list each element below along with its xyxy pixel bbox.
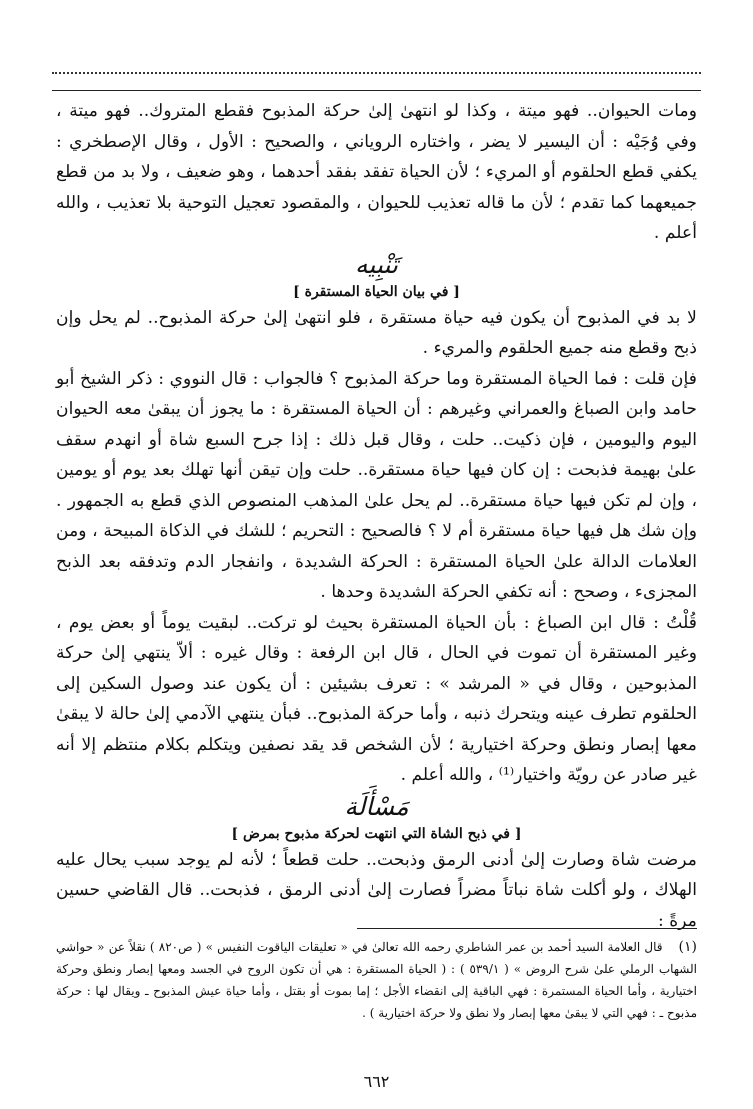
subheading-stable-life: [ في بيان الحياة المستقرة ] <box>293 283 460 300</box>
footnote <box>56 936 697 1024</box>
footnote-text: قال العلامة السيد أحمد بن عمر الشاطري رحمه الله تعالىٰ في « تعليقات الياقوت النفيس » ( ص٨٢٠ ) نقلاً عن « حواشي الشهاب الرملي علىٰ شرح الروض » ( ٥٣٩/١ ) : ( الحياة المستقرة : هي أن تكون الروح في الجسد ومعها إبصار ونطق وحركة اختيارية ، وأما الحياة المستمرة : فهي الباقية إلى انقضاء الأجل ؛ إما بموت أو بقتل ، وأما حياة عيش المذبوح ـ ويقال لها : حركة مذبوح ـ : فهي التي لا يبقىٰ معها إبصار ولا نطق ولا حركة اختيارية ) . <box>56 940 698 1020</box>
heading-masala: مَسْأَلَة <box>344 791 409 821</box>
paragraph-5: مرضت شاة وصارت إلىٰ أدنى الرمق وذبحت.. حلت قطعاً ؛ لأنه لم يوجد سبب يحال عليه الهلاك ، ولو أكلت شاة نباتاً مضراً فصارت إلىٰ أدنى الرمق ، فذبحت.. قال القاضي حسين مرةً : <box>56 849 697 931</box>
header-rule <box>52 90 701 91</box>
main-text <box>56 96 697 936</box>
dotted-header-rule <box>52 72 701 84</box>
paragraph-4: قُلْتُ : قال ابن الصباغ : بأن الحياة المستقرة بحيث لو تركت.. لبقيت يوماً أو بعض يوم ، وغير المستقرة أن تموت في الحال ، قال ابن الرفعة : وقال غيره : ألاّ ينتهي إلىٰ حركة المذبوحين ، وقال في « المرشد » : تعرف بشيئين : أن يكون عند وصول السكين إلى الحلقوم تطرف عينه ويتحرك ذنبه ، وأما حركة المذبوح.. فبأن ينتهي الآدمي إلىٰ حالة لا يبقىٰ معها إبصار ونطق وحركة اختيارية ؛ لأن الشخص قد يقد نصفين ويتكلم بكلام منتظم إلا أنه غير صادر عن رويّة واختيار⁽¹⁾ ، والله أعلم . <box>56 612 697 785</box>
heading-tanbih: تَنْبِيه <box>355 249 398 279</box>
footnote-number: (١) <box>678 939 697 955</box>
paragraph-3: فإن قلت : فما الحياة المستقرة وما حركة المذبوح ؟ فالجواب : قال النووي : ذكر الشيخ أبو حامد وابن الصباغ والعمراني وغيرهم : أن الحياة المستقرة : ما يجوز أن يبقىٰ معه الحيوان اليوم واليومين ، فإن ذكيت.. حلت ، وقال قبل ذلك : إذا جرح السبع شاة أو انهدم سقف علىٰ بهيمة فذبحت : إن كان فيها حياة مستقرة.. حلت وإن تيقن أنها تهلك بعد يوم أو يومين ، وإن لم تكن فيها حياة مستقرة.. لم يحل علىٰ المذهب المنصوص الذي قطع به الجمهور . وإن شك هل فيها حياة مستقرة أم لا ؟ فالصحيح : التحريم ؛ للشك في الذكاة المبيحة ، ومن العلامات الدالة علىٰ الحياة المستقرة : الحركة الشديدة ، وانفجار الدم وتدفقه بعد الذبح المجزىء ، وصحح : أنه تكفي الحركة الشديدة وحدها . <box>56 368 697 602</box>
page-number: ٦٦٢ <box>363 1072 390 1091</box>
paragraph-2: لا بد في المذبوح أن يكون فيه حياة مستقرة ، فلو انتهىٰ إلىٰ حركة المذبوح.. لم يحل وإن ذبح وقطع منه جميع الحلقوم والمريء . <box>56 307 697 358</box>
paragraph-1: ومات الحيوان.. فهو ميتة ، وكذا لو انتهىٰ إلىٰ حركة المذبوح فقطع المتروك.. فهو ميتة ، وفي وُجَيْه : أن اليسير لا يضر ، واختاره الروياني ، والصحيح : الأول ، وقال الإصطخري : يكفي قطع الحلقوم أو المريء ؛ لأن الحياة تفقد بفقد أحدهما ، وهو ضعيف ، ولا بد من قطع جميعهما كما تقدم ؛ لأن ما قاله تعذيب للحيوان ، والمقصود تعجيل التوحية بلا تعذيب ، والله أعلم . <box>56 101 697 243</box>
footnote-separator <box>357 928 697 929</box>
subheading-sick-sheep: [ في ذبح الشاة التي انتهت لحركة مذبوح بمرض ] <box>231 825 522 842</box>
